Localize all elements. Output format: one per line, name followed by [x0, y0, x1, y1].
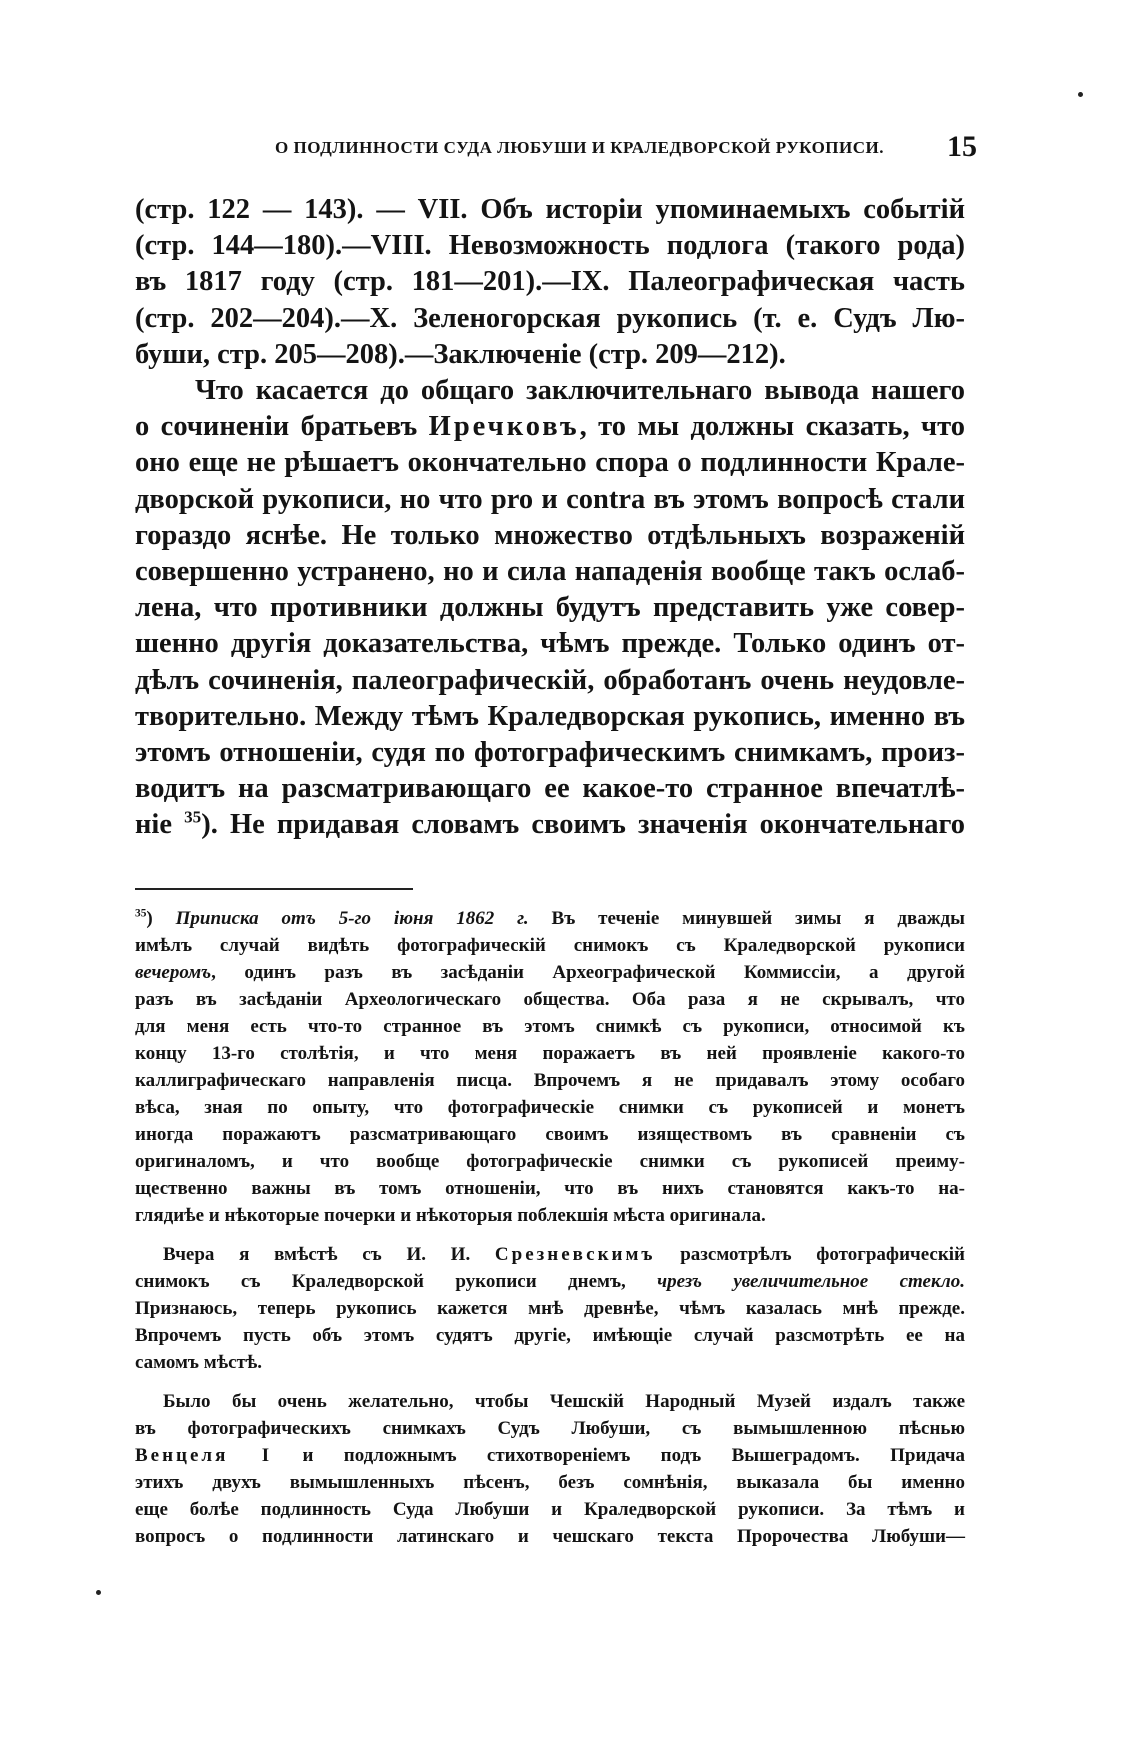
footnote-number: 35	[135, 907, 147, 920]
body-line: лена, что противники должны будутъ представить уже совер-	[135, 592, 965, 624]
footnote-line: каллиграфическаго направленія писца. Впрочемъ я не придавалъ этому особаго	[135, 1070, 965, 1091]
body-line: оно еще не рѣшаетъ окончательно спора о подлинности Крале-	[135, 447, 965, 479]
body-line: совершенно устранено, но и сила нападенія вообще такъ ослаб-	[135, 556, 965, 588]
footnote-line: Признаюсь, теперь рукопись кажется мнѣ древнѣе, чѣмъ казалась мнѣ прежде.	[135, 1298, 965, 1319]
body-line: въ 1817 году (стр. 181—201).—IX. Палеографическая часть	[135, 266, 965, 298]
text-fragment: снимокъ съ Краледворской рукописи днемъ,	[135, 1271, 626, 1292]
body-line: (стр. 202—204).—X. Зеленогорская рукопись (т. е. Судъ Лю-	[135, 302, 965, 334]
body-line: (стр. 144—180).—VIII. Невозможность подлога (такого рода)	[135, 230, 965, 262]
person-name: Венцеля I	[135, 1445, 273, 1466]
footnote-line: $^{35}$) Приписка отъ 5-го іюня 1862 г. Въ теченіе минувшей зимы я дважды	[135, 907, 965, 929]
page-number: 15	[947, 130, 977, 163]
footnote-line: вопросъ о подлинности латинскаго и чешскаго текста Пророчества Любуши—	[135, 1526, 965, 1547]
text-fragment: Въ теченіе минувшей зимы я дважды	[551, 908, 965, 929]
footnote-line: этихъ двухъ вымышленныхъ пѣсенъ, безъ сомнѣнія, выказала бы именно	[135, 1472, 965, 1493]
body-line: дворской рукописи, но что pro и contra въ этомъ вопросѣ стали	[135, 483, 965, 515]
footnote-line: щественно важны въ томъ отношеніи, что въ нихъ становятся какъ-то на-	[135, 1178, 965, 1199]
footnote-paragraph	[135, 1241, 965, 1376]
running-head	[135, 130, 985, 170]
footnote-reference: 35	[184, 807, 202, 827]
body-line: буши, стр. 205—208).—Заключеніе (стр. 209—212).	[135, 338, 786, 370]
author-name: Иречковъ	[428, 411, 580, 443]
person-name: Срезневскимъ	[494, 1244, 656, 1265]
footnote-line: въ фотографическихъ снимкахъ Судъ Любуши, съ вымышленною пѣснью	[135, 1418, 965, 1439]
footnote-line: вѣса, зная по опыту, что фотографическіе снимки съ рукописей и монетъ	[135, 1097, 965, 1118]
footnote-rule	[135, 888, 413, 890]
scan-speck	[96, 1590, 101, 1595]
body-line: этомъ отношеніи, судя по фотографическимъ снимкамъ, произ-	[135, 737, 965, 769]
text-fragment: и подложнымъ стихотвореніемъ подъ Вышеградомъ. Придача	[302, 1445, 965, 1466]
footnote-line: для меня есть что-то странное въ этомъ снимкѣ съ рукописи, относимой къ	[135, 1016, 965, 1037]
text-fragment: ніе	[135, 809, 172, 841]
body-line: о сочиненіи братьевъ Иречковъ, то мы должны сказать, что	[135, 411, 965, 443]
footnote-line	[135, 1241, 965, 1268]
text-fragment: , одинъ разъ въ засѣданіи Археографической Коммиссіи, а другой	[211, 962, 965, 983]
footnote-line: глядиѣе и нѣкоторые почерки и нѣкоторыя поблекшія мѣста оригинала.	[135, 1205, 766, 1226]
footnote-line	[135, 959, 965, 986]
text-fragment: Вчера я вмѣстѣ съ И. И.	[163, 1244, 471, 1265]
footnote-dateline: Приписка отъ 5-го іюня 1862 г.	[175, 908, 529, 929]
footnote-line: Было бы очень желательно, чтобы Чешскій Народный Музей издалъ также	[163, 1391, 965, 1412]
paragraph-start: Что касается до общаго заключительнаго вывода нашего	[195, 375, 965, 407]
footnote-line: разъ въ засѣданіи Археологическаго общества. Оба раза я не скрывалъ, что	[135, 989, 965, 1010]
body-line: дѣлъ сочиненія, палеографическій, обработанъ очень неудовле-	[135, 664, 965, 696]
body-line: (стр. 122 — 143). — VII. Объ исторіи упоминаемыхъ событій	[135, 194, 965, 225]
main-text	[135, 192, 965, 844]
footnote-paragraph	[135, 1388, 965, 1550]
footnote-line: имѣлъ случай видѣть фотографическій снимокъ съ Краледворской рукописи	[135, 935, 965, 956]
body-line: гораздо яснѣе. Не только множество отдѣльныхъ возраженій	[135, 519, 965, 551]
footnote-line: еще болѣе подлинность Суда Любуши и Краледворской рукописи. За тѣмъ и	[135, 1499, 965, 1520]
footnote-line: иногда поражаютъ разсматривающаго своимъ изяществомъ въ сравненіи съ	[135, 1124, 965, 1145]
text-fragment: ). Не придавая словамъ своимъ значенія окончательнаго	[201, 809, 966, 841]
footnote-line: оригиналомъ, и что вообще фотографическіе снимки съ рукописей преиму-	[135, 1151, 965, 1172]
text-fragment: вечеромъ	[135, 962, 212, 983]
body-line	[135, 807, 965, 843]
footnote-line	[135, 1268, 965, 1295]
body-line: водитъ на разсматривающаго ее какое-то странное впечатлѣ-	[135, 773, 965, 805]
footnote	[135, 905, 965, 1229]
footnotes	[135, 905, 965, 1562]
text-fragment: чрезъ увеличительное стекло.	[657, 1271, 965, 1292]
footnote-line	[135, 1442, 965, 1469]
footnote-line: Впрочемъ пусть объ этомъ судятъ другіе, имѣющіе случай разсмотрѣть ее на	[135, 1325, 965, 1346]
body-line: творительно. Между тѣмъ Краледворская рукопись, именно въ	[135, 700, 965, 732]
running-title: О ПОДЛИННОСТИ СУДА ЛЮБУШИ И КРАЛЕДВОРСКОЙ РУКОПИСИ.	[275, 138, 885, 157]
footnote-line: самомъ мѣстѣ.	[135, 1352, 263, 1373]
body-line: шенно другія доказательства, чѣмъ прежде. Только одинъ от-	[135, 628, 965, 660]
scan-speck	[1078, 92, 1083, 97]
footnote-line: концу 13-го столѣтія, и что меня поражаетъ въ ней проявленіе какого-то	[135, 1043, 965, 1064]
text-fragment: разсмотрѣлъ фотографическій	[680, 1244, 966, 1265]
